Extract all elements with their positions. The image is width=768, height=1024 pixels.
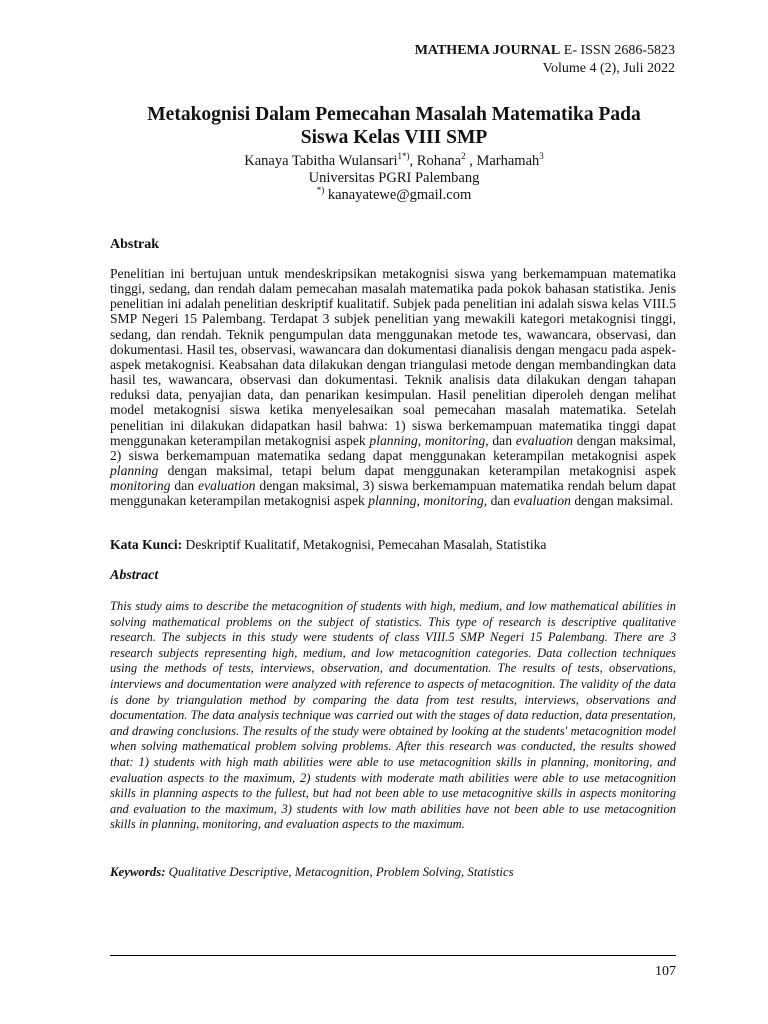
abstract-paragraph: This study aims to describe the metacognition of students with high, medium, and low mathematical abilities in solving mathematical problems on the subject of statistics. This type of research is descriptive qualitative research. The subjects in this study were students of class VIII.5 SMP Negeri 15 Palembang. There are 3 research subjects representing high, medium, and low metacognition categories. Data collection techniques using the methods of tests, interviews, observation, and documentation. The results of tests, observations, interviews and documentation were analyzed with reference to aspects of metacognition. The validity of the data is done by triangulation method by comparing the data from test results, interviews, observations and documentation. The data analysis technique was carried out with the stages of data reduction, data presentation, and drawing conclusions. The results of the study were obtained by looking at the students' metacognition model when solving mathematical problem solving problems. After this research was conducted, the results showed that: 1) students with high math abilities were able to use metacognition skills in planning, monitoring, and evaluation aspects to the maximum, 2) students with moderate math abilities were able to use metacognition skills in planning aspects to the fullest, but had not been able to use metacognitive skills in aspects monitoring and evaluation to the maximum, 3) students with low math abilities have not been able to use metacognition skills in planning, monitoring, and evaluation aspects to the maximum. bbox=[110, 599, 676, 832]
correspondence-mark: *) bbox=[316, 185, 325, 196]
author-affiliation-mark: 1*) bbox=[397, 151, 410, 162]
keywords-text: Qualitative Descriptive, Metacognition, Problem Solving, Statistics bbox=[165, 865, 514, 879]
paper-title-line-1: Metakognisi Dalam Pemecahan Masalah Matematika Pada bbox=[147, 104, 641, 125]
abstrak-term: monitoring bbox=[110, 478, 171, 494]
author-block bbox=[110, 153, 678, 204]
journal-volume: Volume 4 (2), Juli 2022 bbox=[542, 61, 675, 76]
kata-kunci bbox=[110, 537, 546, 553]
keywords-label: Keywords: bbox=[110, 865, 166, 879]
abstrak-text: dengan maksimal, tetapi belum dapat menggunakan keterampilan metakognisi aspek bbox=[158, 463, 676, 479]
affiliation: Universitas PGRI Palembang bbox=[308, 170, 480, 186]
abstrak-paragraph bbox=[110, 266, 676, 509]
abstrak-heading: Abstrak bbox=[110, 237, 160, 252]
abstrak-text: Penelitian ini bertujuan untuk mendeskripsikan metakognisi siswa yang berkemampuan matematika tinggi, sedang, dan rendah dalam pemecahan masalah matematika pada pokok bahasan statistika. Jenis penelitian ini adalah penelitian deskriptif kualitatif. Subjek pada penelitian ini adalah siswa kelas VIII.5 SMP Negeri 15 Palembang. Terdapat 3 subjek penelitian yang mewakili kategori metakognisi tinggi, sedang, dan rendah. Teknik pengumpulan data menggunakan metode tes, wawancara, observasi, dan dokumentasi. Hasil tes, observasi, wawancara dan dokumentasi dianalisis dengan mengacu pada aspek-aspek metakognisi. Keabsahan data dilakukan dengan triangulasi metode dengan membandingkan data hasil tes, wawancara, observasi dan dokumentasi. Teknik analisis data dilakukan dengan tahapan reduksi data, penyajian data, dan penarikan kesimpulan. Hasil penelitian diperoleh dengan melihat model metakognisi siswa ketika menyelesaikan soal pemecahan masalah matematika. Setelah penelitian ini dilakukan didapatkan hasil bahwa: 1) siswa berkemampuan matematika tinggi dapat menggunakan keterampilan metakognisi aspek bbox=[110, 266, 676, 448]
abstract-heading: Abstract bbox=[110, 568, 159, 583]
abstrak-text: , dan bbox=[485, 432, 516, 448]
author-affiliation-mark: 2 bbox=[461, 151, 466, 162]
paper-title bbox=[110, 103, 678, 149]
correspondence-line bbox=[110, 187, 678, 204]
page-number: 107 bbox=[655, 964, 676, 979]
footer-divider bbox=[110, 955, 676, 956]
author-email: kanayatewe@gmail.com bbox=[324, 187, 472, 203]
abstrak-term: evaluation bbox=[513, 493, 571, 509]
abstrak-text: dan bbox=[170, 478, 199, 494]
author-list bbox=[110, 153, 678, 170]
author-affiliation-mark: 3 bbox=[539, 151, 544, 162]
kata-kunci-label: Kata Kunci: bbox=[110, 537, 183, 552]
abstrak-text: dengan maksimal, 3) siswa berkemampuan matematika rendah belum dapat menggunakan keterampilan metakognisi aspek bbox=[110, 478, 676, 509]
abstrak-term: evaluation bbox=[515, 432, 574, 448]
author-name: , Marhamah bbox=[465, 153, 540, 169]
journal-header bbox=[415, 42, 675, 78]
journal-issn-line bbox=[415, 42, 675, 60]
author-name: , Rohana bbox=[409, 153, 462, 169]
paper-title-line-2: Siswa Kelas VIII SMP bbox=[300, 127, 488, 148]
kata-kunci-text: Deskriptif Kualitatif, Metakognisi, Pemecahan Masalah, Statistika bbox=[182, 537, 547, 552]
abstrak-text: dengan maksimal, 2) siswa berkemampuan matematika sedang dapat menggunakan keterampilan metakognisi aspek bbox=[110, 432, 676, 463]
abstrak-term: evaluation bbox=[198, 478, 256, 494]
author-name: Kanaya Tabitha Wulansari bbox=[244, 153, 398, 169]
abstrak-term: planning bbox=[110, 463, 159, 479]
abstrak-text: dengan maksimal. bbox=[570, 493, 674, 509]
abstrak-text: , dan bbox=[483, 493, 514, 509]
abstrak-term: planning, monitoring bbox=[368, 493, 484, 509]
keywords bbox=[110, 864, 514, 880]
abstrak-term: planning, monitoring bbox=[369, 432, 486, 448]
journal-name: MATHEMA JOURNAL bbox=[414, 43, 561, 58]
journal-issn: E- ISSN 2686-5823 bbox=[560, 43, 675, 58]
